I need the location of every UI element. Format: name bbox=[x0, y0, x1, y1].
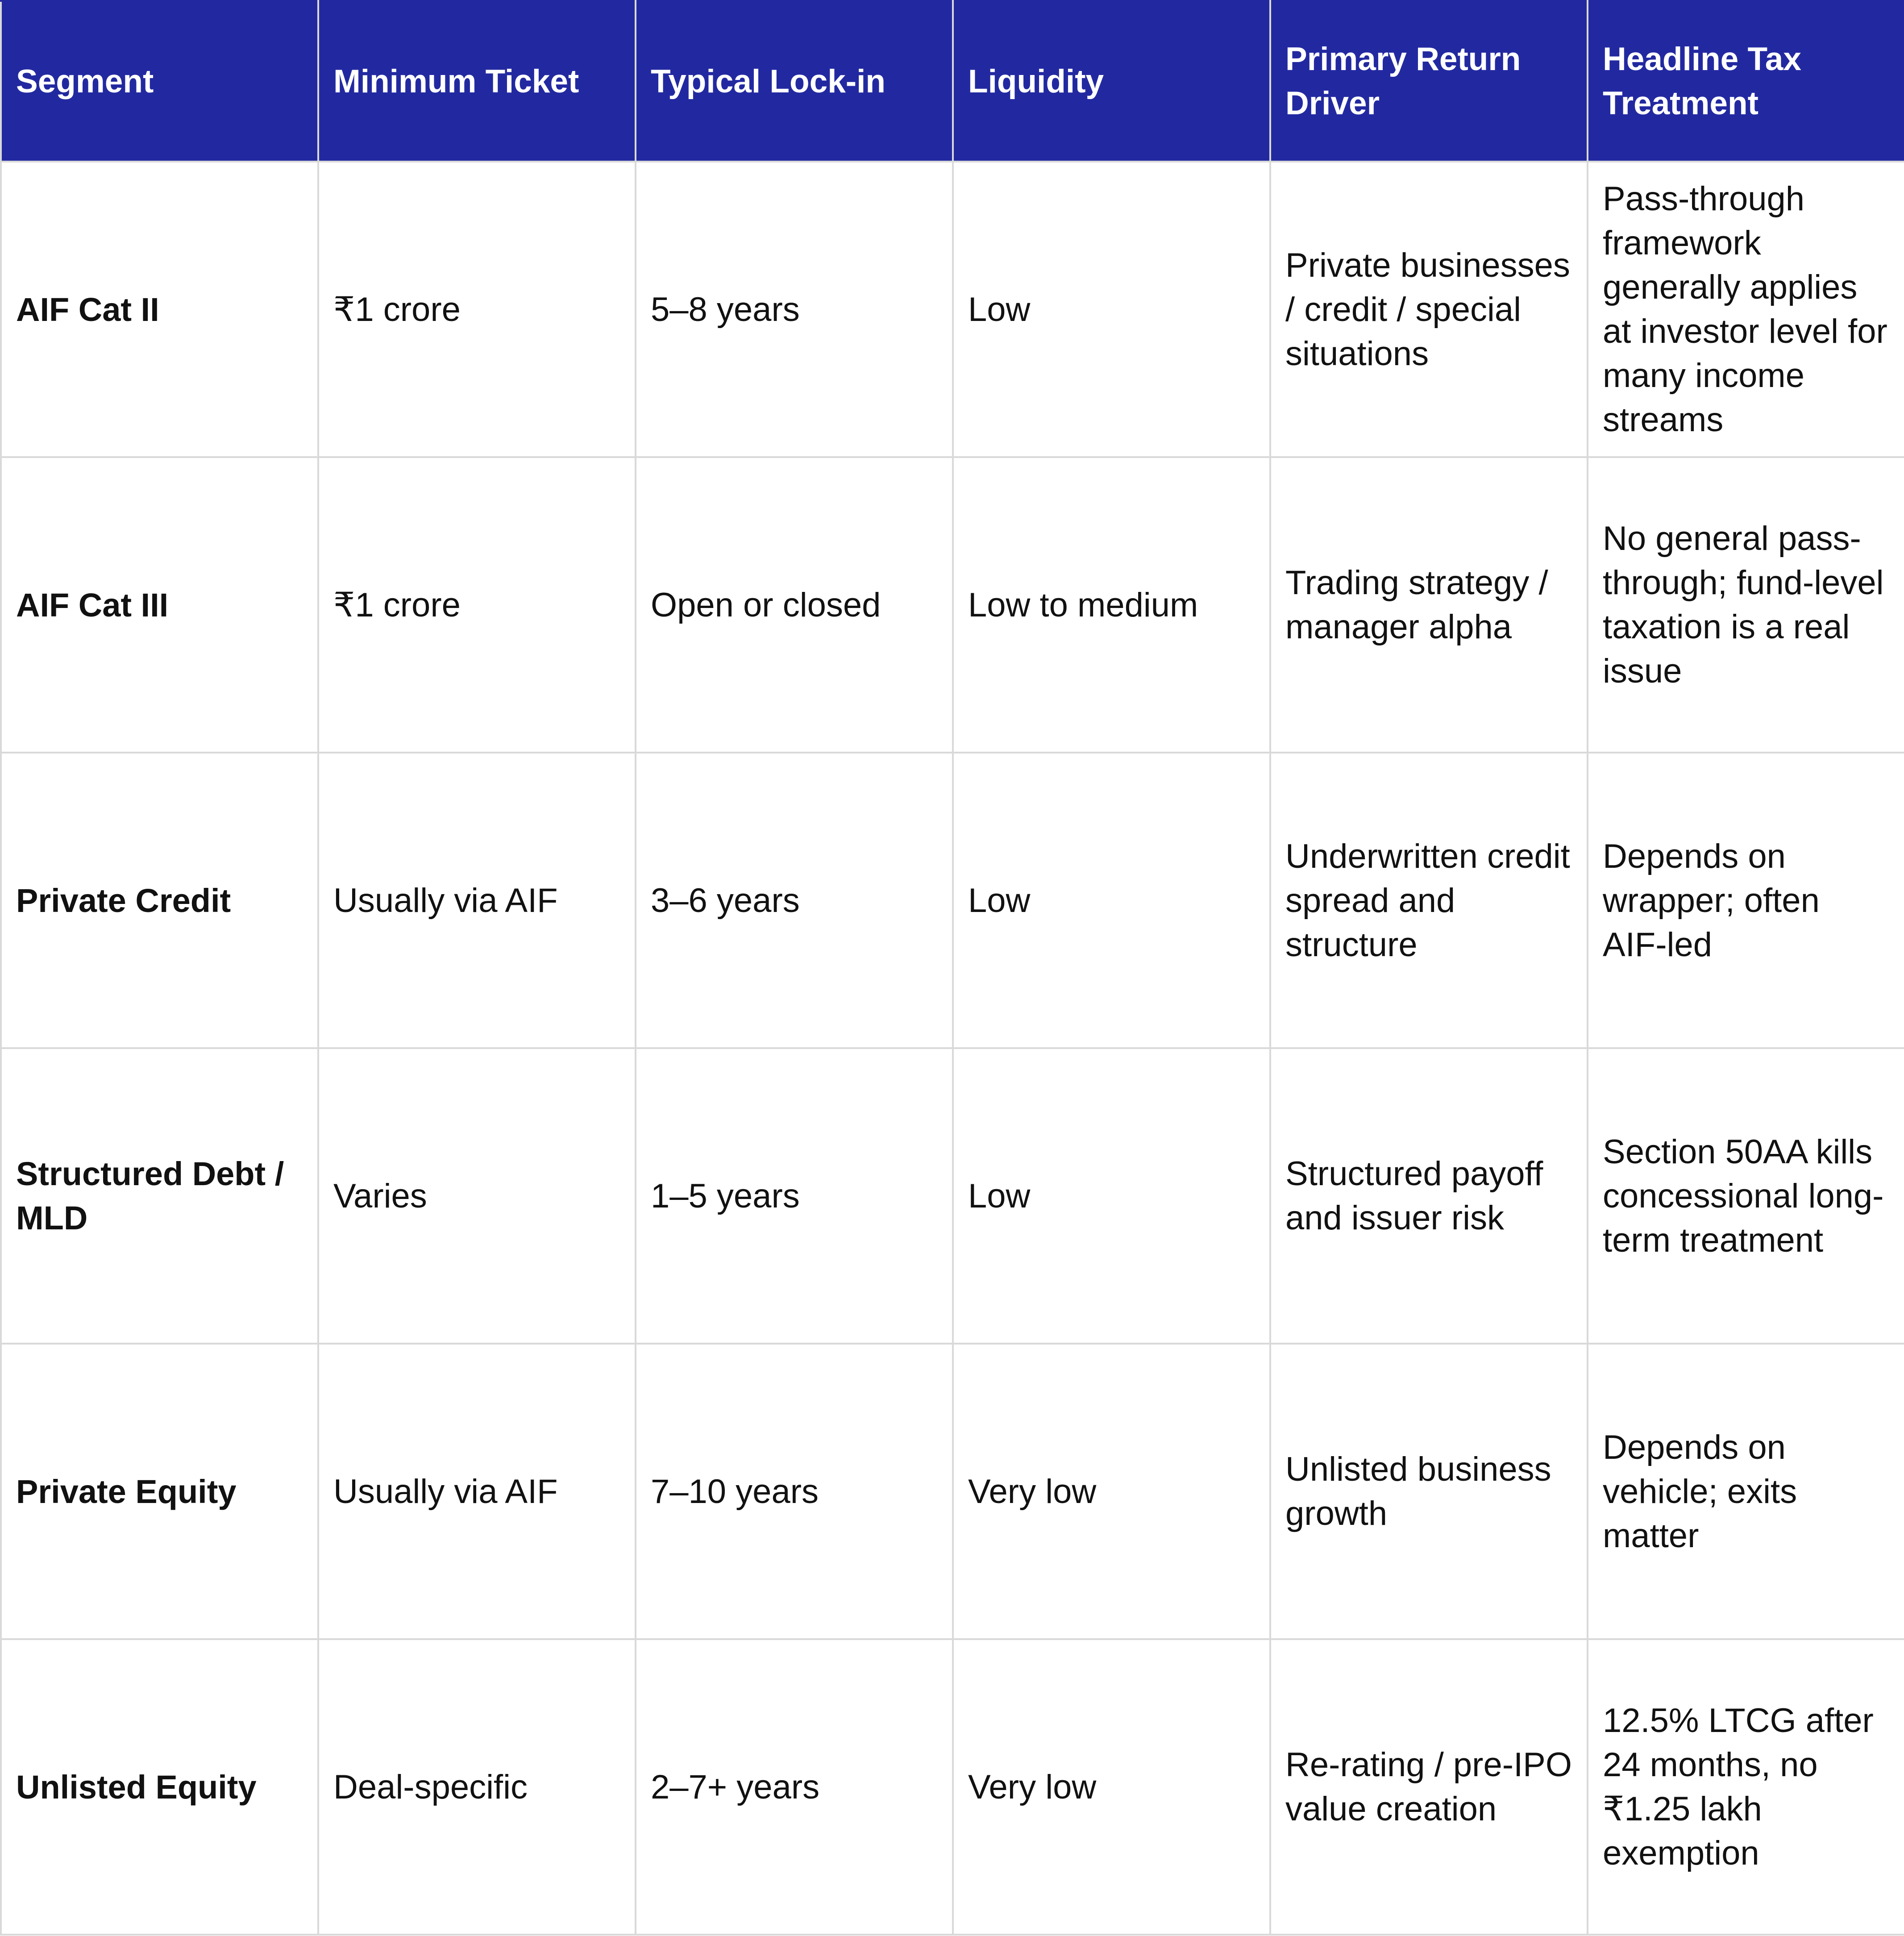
segment-cell: Structured Debt / MLD bbox=[1, 1048, 318, 1344]
lock-in-cell: 3–6 years bbox=[636, 753, 953, 1048]
table-row bbox=[1, 457, 1904, 753]
minimum-ticket-cell: ₹1 crore bbox=[318, 457, 636, 753]
minimum-ticket-cell: Usually via AIF bbox=[318, 1344, 636, 1639]
lock-in-cell: Open or closed bbox=[636, 457, 953, 753]
header-row bbox=[1, 1, 1904, 162]
segment-cell: AIF Cat II bbox=[1, 162, 318, 457]
segment-cell: AIF Cat III bbox=[1, 457, 318, 753]
return-driver-cell: Re-rating / pre-IPO value creation bbox=[1270, 1639, 1588, 1935]
tax-treatment-cell: Depends on vehicle; exits matter bbox=[1588, 1344, 1904, 1639]
table-row bbox=[1, 1344, 1904, 1639]
lock-in-cell: 1–5 years bbox=[636, 1048, 953, 1344]
segment-cell: Private Equity bbox=[1, 1344, 318, 1639]
table-row bbox=[1, 1639, 1904, 1935]
header-segment: Segment bbox=[1, 1, 318, 162]
lock-in-cell: 7–10 years bbox=[636, 1344, 953, 1639]
liquidity-cell: Low bbox=[953, 753, 1270, 1048]
header-primary-return-driver: Primary Return Driver bbox=[1270, 1, 1588, 162]
header-minimum-ticket: Minimum Ticket bbox=[318, 1, 636, 162]
return-driver-cell: Structured payoff and issuer risk bbox=[1270, 1048, 1588, 1344]
liquidity-cell: Very low bbox=[953, 1344, 1270, 1639]
tax-treatment-cell: No general pass-through; fund-level taxation is a real issue bbox=[1588, 457, 1904, 753]
tax-treatment-cell: Section 50AA kills concessional long-term treatment bbox=[1588, 1048, 1904, 1344]
return-driver-cell: Trading strategy / manager alpha bbox=[1270, 457, 1588, 753]
return-driver-cell: Unlisted business growth bbox=[1270, 1344, 1588, 1639]
header-liquidity: Liquidity bbox=[953, 1, 1270, 162]
tax-treatment-cell: 12.5% LTCG after 24 months, no ₹1.25 lakh exemption bbox=[1588, 1639, 1904, 1935]
table-row bbox=[1, 162, 1904, 457]
liquidity-cell: Low bbox=[953, 1048, 1270, 1344]
return-driver-cell: Private businesses / credit / special situations bbox=[1270, 162, 1588, 457]
lock-in-cell: 2–7+ years bbox=[636, 1639, 953, 1935]
liquidity-cell: Very low bbox=[953, 1639, 1270, 1935]
return-driver-cell: Underwritten credit spread and structure bbox=[1270, 753, 1588, 1048]
table-row bbox=[1, 1048, 1904, 1344]
tax-treatment-cell: Depends on wrapper; often AIF-led bbox=[1588, 753, 1904, 1048]
segment-cell: Unlisted Equity bbox=[1, 1639, 318, 1935]
tax-treatment-cell: Pass-through framework generally applies at investor level for many income streams bbox=[1588, 162, 1904, 457]
minimum-ticket-cell: ₹1 crore bbox=[318, 162, 636, 457]
liquidity-cell: Low bbox=[953, 162, 1270, 457]
minimum-ticket-cell: Varies bbox=[318, 1048, 636, 1344]
header-headline-tax-treatment: Headline Tax Treatment bbox=[1588, 1, 1904, 162]
minimum-ticket-cell: Usually via AIF bbox=[318, 753, 636, 1048]
minimum-ticket-cell: Deal-specific bbox=[318, 1639, 636, 1935]
segment-cell: Private Credit bbox=[1, 753, 318, 1048]
header-typical-lock-in: Typical Lock-in bbox=[636, 1, 953, 162]
lock-in-cell: 5–8 years bbox=[636, 162, 953, 457]
liquidity-cell: Low to medium bbox=[953, 457, 1270, 753]
table-row bbox=[1, 753, 1904, 1048]
